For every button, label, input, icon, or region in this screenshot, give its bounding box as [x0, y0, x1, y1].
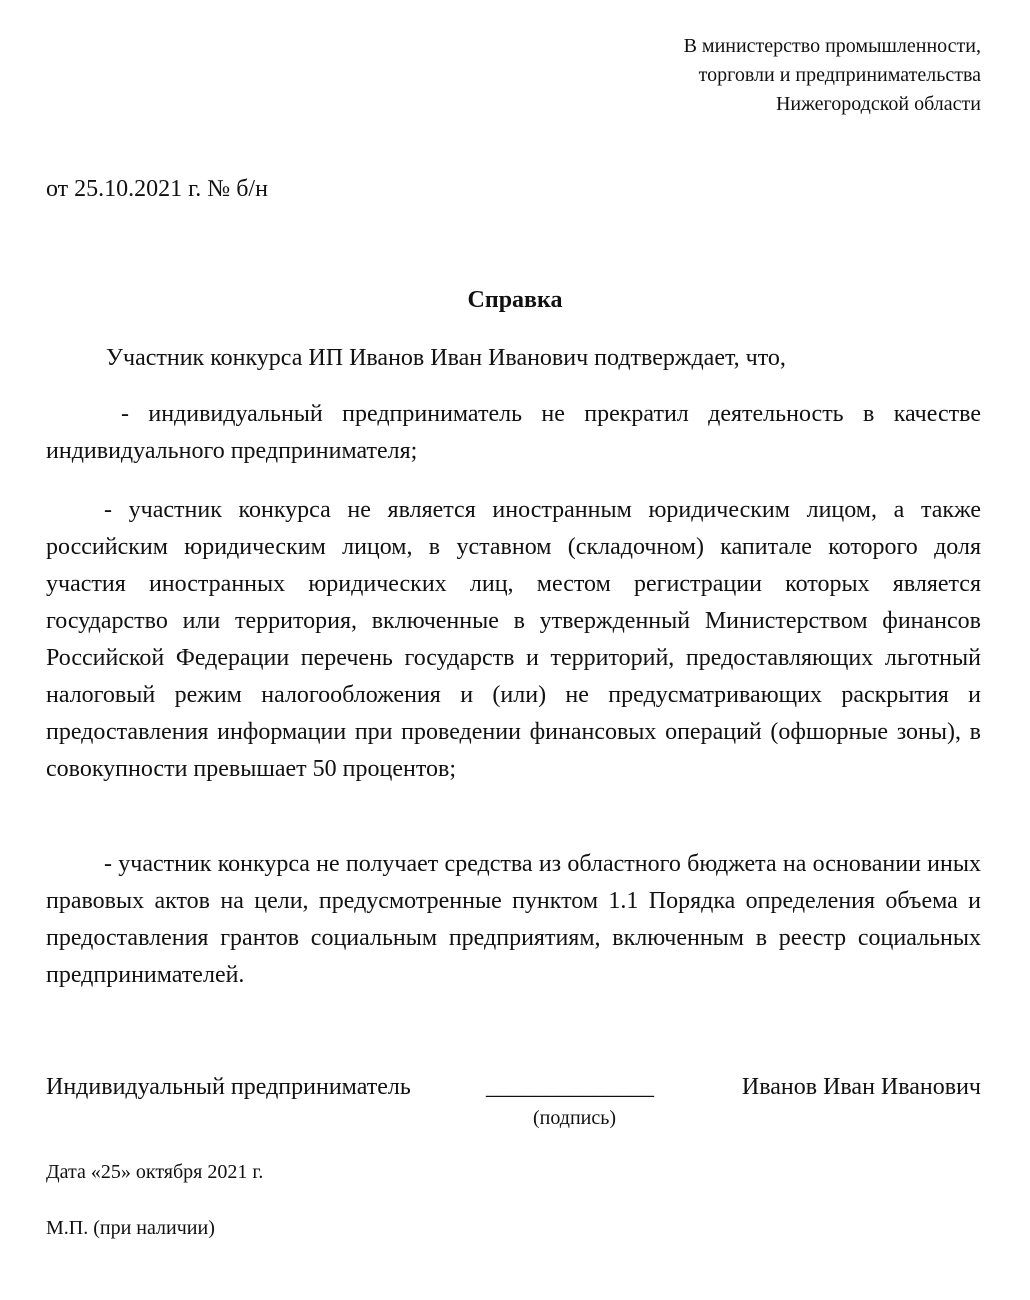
addressee-block	[684, 32, 981, 119]
paragraph-2: - участник конкурса не является иностранным юридическим лицом, а также российским юридическим лицом, в уставном (складочном) капитале которого доля участия иностранных юридических лиц, местом регистрации которых является государство или территория, включенные в утвержденный Министерством финансов Российской Федерации перечень государств и территорий, предоставляющих льготный налоговый режим налогообложения и (или) не предусматривающих раскрытия и предоставления информации при проведении финансовых операций (офшорные зоны), в совокупности превышает 50 процентов;	[46, 497, 981, 782]
addressee-line: В министерство промышленности,	[683, 35, 981, 57]
signature-caption: (подпись)	[533, 1107, 617, 1129]
signatory-role: Индивидуальный предприниматель	[46, 1074, 411, 1100]
document-title: Справка	[467, 287, 563, 313]
intro-statement: Участник конкурса ИП Иванов Иван Иванович подтверждает, что,	[106, 345, 786, 371]
signatory-name: Иванов Иван Иванович	[741, 1074, 981, 1100]
stamp-line: М.П. (при наличии)	[46, 1217, 215, 1239]
paragraph-1: - индивидуальный предприниматель не прекратил деятельность в качестве индивидуального предпринимателя;	[46, 401, 981, 464]
signature-blank: ______________	[486, 1074, 654, 1100]
document-reference: от 25.10.2021 г. № б/н	[46, 176, 268, 202]
addressee-line: торговли и предпринимательства	[698, 64, 981, 86]
paragraph-3: - участник конкурса не получает средства из областного бюджета на основании иных правовых актов на цели, предусмотренные пунктом 1.1 Порядка определения объема и предоставления грантов социальным предприятиям, включенным в реестр социальных предпринимателей.	[46, 851, 981, 988]
date-line: Дата «25» октября 2021 г.	[46, 1161, 264, 1183]
addressee-line: Нижегородской области	[775, 93, 981, 115]
